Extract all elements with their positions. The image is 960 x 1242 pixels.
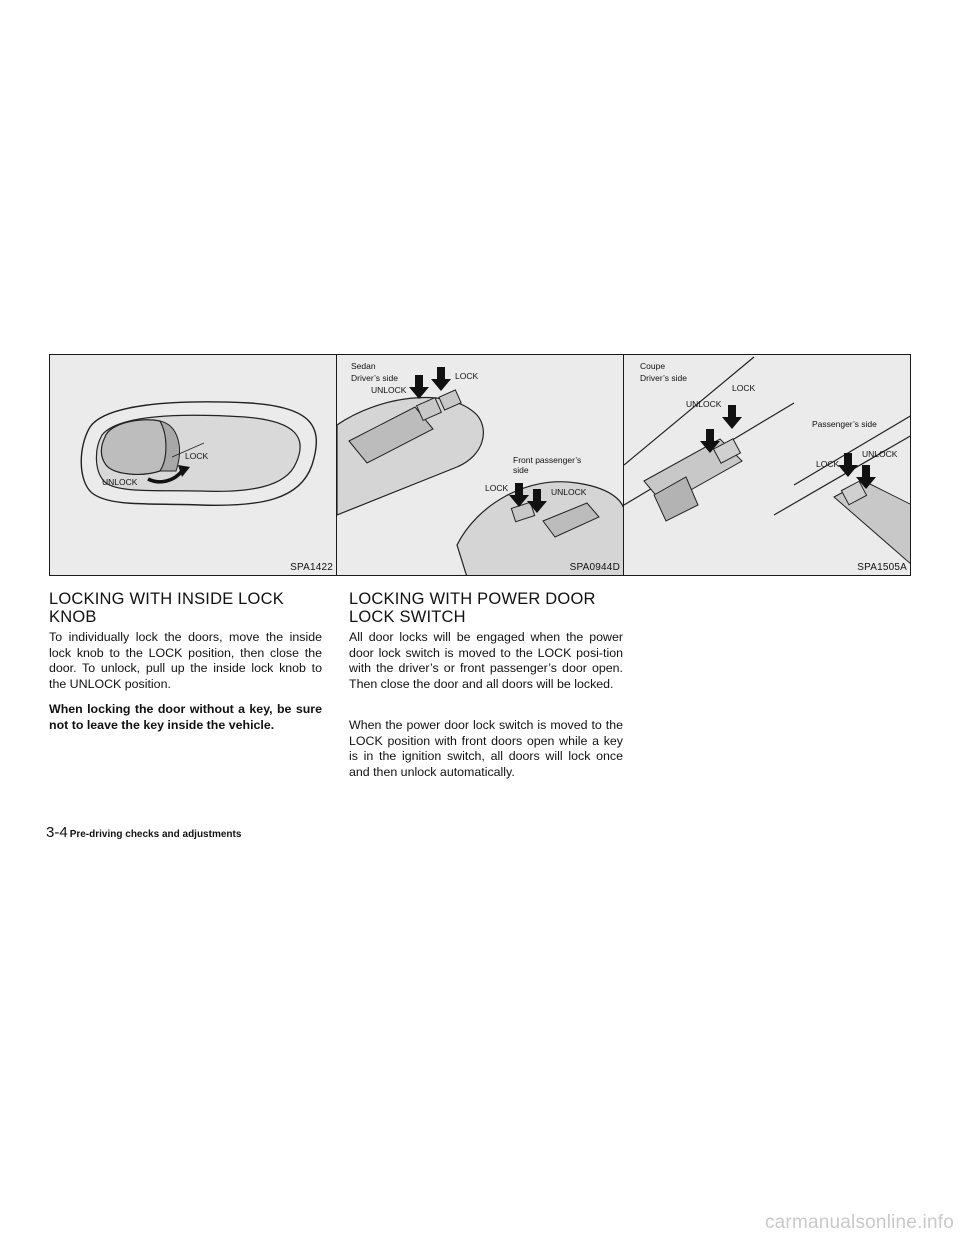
inside-lock-knob-illustration bbox=[50, 355, 337, 576]
label-coupe: Coupe bbox=[640, 361, 666, 371]
figure-code: SPA0944D bbox=[569, 562, 620, 573]
watermark: carmanualsonline.info bbox=[764, 1212, 954, 1233]
figure-inside-lock-knob bbox=[49, 354, 337, 576]
label-front-passenger-1: Front passenger’s bbox=[513, 455, 582, 465]
label-passengers-side: Passenger’s side bbox=[812, 419, 877, 429]
heading-inside-lock-knob: LOCKING WITH INSIDE LOCK KNOB bbox=[49, 590, 284, 626]
paragraph-inside-knob-instructions: To individually lock the doors, move the inside lock knob to the LOCK position, then close the door. To unlock, pull up the inside lock knob to the UNLOCK position. bbox=[49, 630, 322, 692]
label-lock-top: LOCK bbox=[732, 383, 756, 393]
figure-code: SPA1505A bbox=[857, 562, 907, 573]
label-drivers-side: Driver’s side bbox=[640, 373, 687, 383]
label-unlock-bottom: UNLOCK bbox=[551, 487, 587, 497]
heading-power-door-lock-switch: LOCKING WITH POWER DOOR LOCK SWITCH bbox=[349, 590, 596, 626]
label-sedan: Sedan bbox=[351, 361, 376, 371]
paragraph-power-switch-ignition: When the power door lock switch is moved to the LOCK position with front doors open while a key is in the ignition switch, all doors will lock once and then unlock automatically. bbox=[349, 718, 623, 780]
coupe-switch-illustration bbox=[624, 355, 911, 576]
label-lock: LOCK bbox=[185, 451, 209, 461]
label-drivers-side: Driver’s side bbox=[351, 373, 398, 383]
label-lock-bottom: LOCK bbox=[485, 483, 509, 493]
label-unlock: UNLOCK bbox=[102, 477, 138, 487]
figure-coupe-lock-switch bbox=[623, 354, 911, 576]
page-number: 3-4 bbox=[46, 824, 68, 841]
sedan-switch-illustration bbox=[337, 355, 624, 576]
label-unlock-bottom: UNLOCK bbox=[862, 449, 898, 459]
label-unlock-top: UNLOCK bbox=[371, 385, 407, 395]
paragraph-key-warning: When locking the door without a key, be sure not to leave the key inside the vehicle. bbox=[49, 702, 322, 732]
page-footer bbox=[46, 824, 241, 842]
label-lock-bottom: LOCK bbox=[816, 459, 840, 469]
label-lock-top: LOCK bbox=[455, 371, 479, 381]
label-front-passenger-2: side bbox=[513, 465, 529, 475]
section-title: Pre-driving checks and adjustments bbox=[69, 829, 242, 840]
paragraph-power-switch-engage: All door locks will be engaged when the power door lock switch is moved to the LOCK posi-tion with the driver’s or front passenger’s door open. Then close the door and all doors will be locked. bbox=[349, 630, 623, 692]
figure-code: SPA1422 bbox=[290, 562, 333, 573]
label-unlock-top: UNLOCK bbox=[686, 399, 722, 409]
figure-sedan-lock-switch bbox=[336, 354, 624, 576]
